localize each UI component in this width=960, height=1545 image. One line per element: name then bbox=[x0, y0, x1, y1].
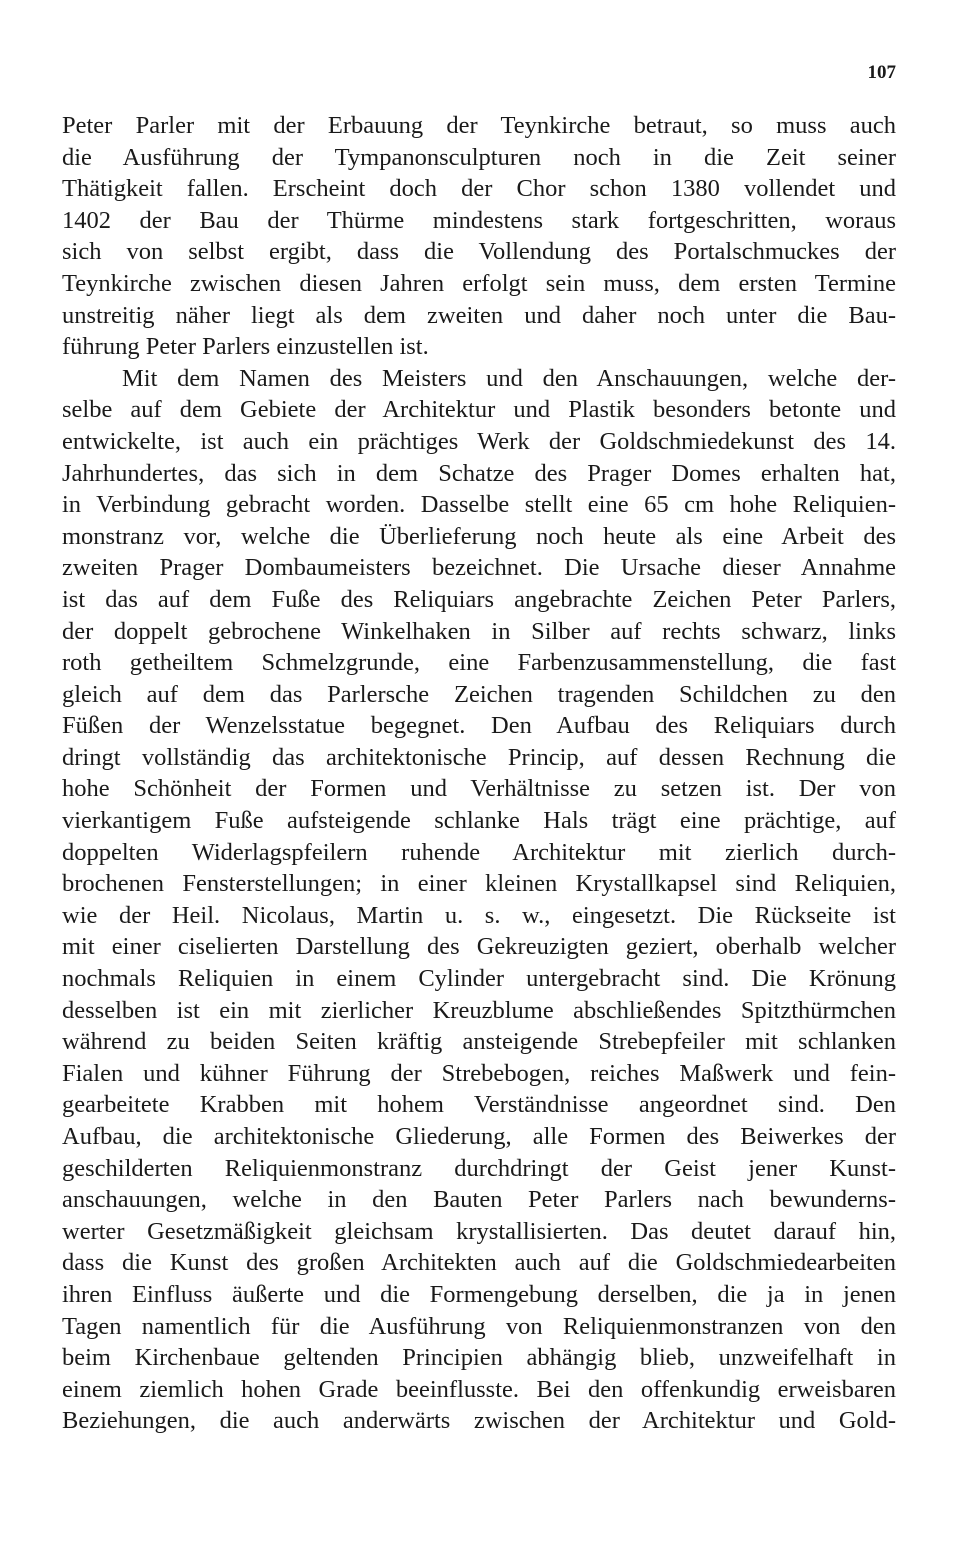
text-line: Füßen der Wenzelsstatue begegnet. Den Aufbau des Reliquiars durch bbox=[62, 712, 896, 740]
text-line: Fialen und kühner Führung der Strebebogen, reiches Maßwerk und fein- bbox=[62, 1059, 896, 1087]
text-line: einem ziemlich hohen Grade beeinflusste. Bei den offenkundig erweisbaren bbox=[62, 1375, 896, 1403]
text-line: sich von selbst ergibt, dass die Vollendung des Portalschmuckes der bbox=[62, 238, 896, 266]
text-line: in Verbindung gebracht worden. Dasselbe stellt eine 65 cm hohe Reliquien- bbox=[62, 491, 896, 519]
text-line: während zu beiden Seiten kräftig ansteigende Strebepfeiler mit schlanken bbox=[62, 1028, 896, 1056]
text-line: werter Gesetzmäßigkeit gleichsam krystallisierten. Das deutet darauf hin, bbox=[62, 1217, 896, 1245]
text-line: selbe auf dem Gebiete der Architektur und Plastik besonders betonte und bbox=[62, 396, 896, 424]
text-line: Peter Parler mit der Erbauung der Teynkirche betraut, so muss auch bbox=[62, 112, 896, 139]
text-line: ist das auf dem Fuße des Reliquiars angebrachte Zeichen Peter Parlers, bbox=[62, 585, 896, 613]
text-line: gleich auf dem das Parlersche Zeichen tragenden Schildchen zu den bbox=[62, 680, 896, 708]
text-line: 1402 der Bau der Thürme mindestens stark fortgeschritten, woraus bbox=[62, 206, 896, 234]
text-line: roth getheiltem Schmelzgrunde, eine Farbenzusammenstellung, die fast bbox=[62, 649, 896, 677]
body-text bbox=[62, 110, 896, 1437]
text-line: Mit dem Namen des Meisters und den Anschauungen, welche der- bbox=[122, 364, 896, 392]
text-line: desselben ist ein mit zierlicher Kreuzblume abschließendes Spitzthürmchen bbox=[62, 996, 896, 1024]
text-line: wie der Heil. Nicolaus, Martin u. s. w., eingesetzt. Die Rückseite ist bbox=[62, 901, 896, 929]
text-line: Aufbau, die architektonische Gliederung, alle Formen des Beiwerkes der bbox=[62, 1123, 896, 1150]
text-line: Thätigkeit fallen. Erscheint doch der Chor schon 1380 vollendet und bbox=[62, 175, 896, 203]
text-line: entwickelte, ist auch ein prächtiges Werk der Goldschmiedekunst des 14. bbox=[62, 427, 896, 455]
text-line: beim Kirchenbaue geltenden Principien abhängig blieb, unzweifelhaft in bbox=[62, 1344, 896, 1372]
text-line: doppelten Widerlagspfeilern ruhende Architektur mit zierlich durch- bbox=[62, 838, 896, 866]
text-line: dringt vollständig das architektonische Princip, auf dessen Rechnung die bbox=[62, 743, 896, 771]
text-line: Tagen namentlich für die Ausführung von Reliquienmonstranzen von den bbox=[62, 1312, 896, 1340]
page-number: 107 bbox=[867, 62, 896, 83]
text-line: die Ausführung der Tympanonsculpturen noch in die Zeit seiner bbox=[62, 143, 896, 171]
text-line: vierkantigem Fuße aufsteigende schlanke Hals trägt eine prächtige, auf bbox=[62, 807, 896, 835]
text-line: Beziehungen, die auch anderwärts zwischen der Architektur und Gold- bbox=[62, 1407, 896, 1435]
text-line: der doppelt gebrochene Winkelhaken in Silber auf rechts schwarz, links bbox=[62, 617, 896, 645]
text-line: nochmals Reliquien in einem Cylinder untergebracht sind. Die Krönung bbox=[62, 965, 896, 993]
text-line: Jahrhundertes, das sich in dem Schatze des Prager Domes erhalten hat, bbox=[62, 459, 896, 487]
text-line: monstranz vor, welche die Überlieferung noch heute als eine Arbeit des bbox=[62, 522, 896, 550]
text-line: unstreitig näher liegt als dem zweiten und daher noch unter die Bau- bbox=[62, 301, 896, 329]
text-line: ihren Einfluss äußerte und die Formengebung derselben, die ja in jenen bbox=[62, 1280, 896, 1308]
text-line: gearbeitete Krabben mit hohem Verständnisse angeordnet sind. Den bbox=[62, 1091, 896, 1119]
text-line: anschauungen, welche in den Bauten Peter Parlers nach bewunderns- bbox=[62, 1186, 896, 1214]
text-line: führung Peter Parlers einzustellen ist. bbox=[62, 333, 429, 361]
text-line: dass die Kunst des großen Architekten auch auf die Goldschmiedearbeiten bbox=[62, 1249, 896, 1277]
text-line: geschilderten Reliquienmonstranz durchdringt der Geist jener Kunst- bbox=[62, 1154, 896, 1182]
text-line: zweiten Prager Dombaumeisters bezeichnet. Die Ursache dieser Annahme bbox=[62, 554, 896, 582]
text-line: hohe Schönheit der Formen und Verhältnisse zu setzen ist. Der von bbox=[62, 775, 896, 803]
text-line: brochenen Fensterstellungen; in einer kleinen Krystallkapsel sind Reliquien, bbox=[62, 870, 896, 898]
text-line: mit einer ciselierten Darstellung des Gekreuzigten geziert, oberhalb welcher bbox=[62, 933, 896, 961]
text-line: Teynkirche zwischen diesen Jahren erfolgt sein muss, dem ersten Termine bbox=[62, 269, 896, 297]
